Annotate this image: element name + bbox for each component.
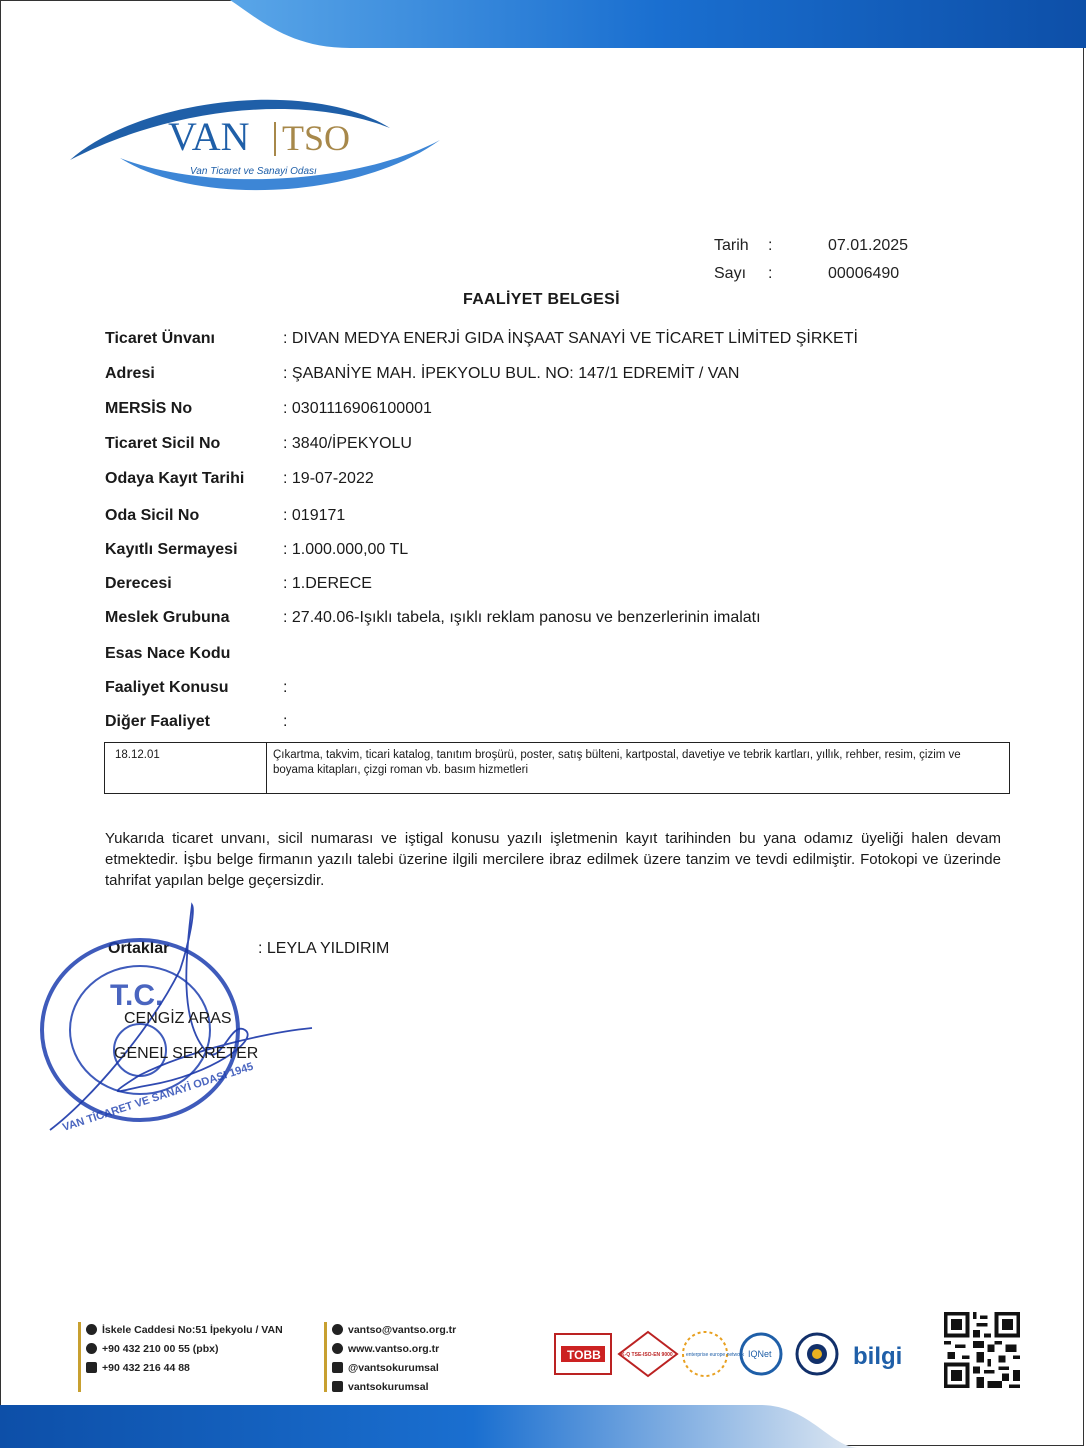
footer-accent-bar — [78, 1322, 81, 1392]
field-label: Adresi — [105, 365, 155, 382]
official-stamp — [30, 900, 320, 1170]
nace-table — [104, 742, 1010, 794]
nace-code: 18.12.01 — [105, 743, 267, 793]
field-value: : — [283, 679, 288, 696]
field-label: MERSİS No — [105, 400, 193, 417]
nace-description: Çıkartma, takvim, ticari katalog, tanıtım broşürü, poster, satış bülteni, kartpostal, davetiye ve tebrik kartları, yıllık, rehber, resim, çizim ve boyama kitapları, çizgi roman vb. basım hizmetleri — [273, 749, 961, 776]
iqnet-badge — [741, 1334, 781, 1374]
sayi-value: 00006490 — [828, 265, 900, 282]
instagram-icon — [332, 1381, 343, 1392]
field-value: : ŞABANİYE MAH. İPEKYOLU BUL. NO: 147/1 EDREMİT / VAN — [283, 365, 740, 382]
certification-badges — [553, 1322, 913, 1382]
field-label: Diğer Faaliyet — [105, 713, 210, 730]
phone-icon — [86, 1343, 97, 1354]
enterprise-europe-badge — [683, 1332, 745, 1376]
tobb-badge — [555, 1334, 611, 1374]
footer-instagram: vantsokurumsal — [332, 1377, 456, 1396]
field-value: : 0301116906100001 — [283, 400, 432, 417]
statement-paragraph: Yukarıda ticaret unvanı, sicil numarası ve iştigal konusu yazılı işletmenin kayıt tarihinden bu yana odamız üyeliği halen devam etmektedir. İşbu belge firmanın yazılı talebi üzerine ilgili mercilere ibraz edilmek üzere tanzim ve tevdi edilmiştir. Fotokopi ve üzerinde tahrifat yapılan belge geçersizdir. — [105, 830, 1001, 889]
logo-van: VAN — [168, 114, 250, 159]
ortaklar-value: : LEYLA YILDIRIM — [258, 940, 390, 957]
footer-address: İskele Caddesi No:51 İpekyolu / VAN — [86, 1320, 283, 1339]
tarih-label: Tarih — [714, 237, 749, 254]
quality-seal-badge — [797, 1334, 837, 1374]
top-blue-band — [230, 0, 1086, 48]
field-value: : 27.40.06-Işıklı tabela, ışıklı reklam panosu ve benzerlerinin imalatı — [283, 609, 761, 626]
stamp-top-text: T.C. — [110, 979, 164, 1012]
footer-fax: +90 432 216 44 88 — [86, 1358, 283, 1377]
footer-twitter: @vantsokurumsal — [332, 1358, 456, 1377]
stamp-ring-text: VAN TİCARET VE SANAYİ ODASI 1945 — [61, 1060, 255, 1134]
field-label: Faaliyet Konusu — [105, 679, 229, 696]
email-icon — [332, 1324, 343, 1335]
qr-code — [944, 1312, 1020, 1388]
field-label: Kayıtlı Sermayesi — [105, 541, 238, 558]
globe-icon — [332, 1343, 343, 1354]
ortaklar-label: Ortaklar — [108, 940, 170, 957]
vantso-logo — [60, 88, 450, 208]
field-value: : DIVAN MEDYA ENERJİ GIDA İNŞAAT SANAYİ VE TİCARET LİMİTED ŞİRKETİ — [283, 330, 858, 347]
field-label: Ticaret Sicil No — [105, 435, 221, 452]
document-title: FAALİYET BELGESİ — [463, 291, 620, 308]
field-label: Derecesi — [105, 575, 172, 592]
footer-accent-bar — [324, 1322, 327, 1392]
field-label: Esas Nace Kodu — [105, 645, 231, 662]
sayi-label: Sayı — [714, 265, 747, 282]
field-value: : 019171 — [283, 507, 346, 524]
footer-contact-left — [86, 1320, 283, 1377]
svg-text:TOBB: TOBB — [567, 1348, 601, 1362]
svg-text:enterprise europe network: enterprise europe network — [686, 1352, 745, 1358]
footer-web: www.vantso.org.tr — [332, 1339, 456, 1358]
tarih-value: 07.01.2025 — [828, 237, 909, 254]
field-label: Meslek Grubuna — [105, 609, 230, 626]
logo-tso: TSO — [282, 118, 351, 158]
footer-phone: +90 432 210 00 55 (pbx) — [86, 1339, 283, 1358]
bilgi-badge — [853, 1343, 902, 1370]
location-icon — [86, 1324, 97, 1335]
field-value: : 1.000.000,00 TL — [283, 541, 409, 558]
svg-text:IQNet: IQNet — [748, 1349, 772, 1359]
footer-email: vantso@vantso.org.tr — [332, 1320, 456, 1339]
svg-text:K-Q TSE-ISO-EN 9000: K-Q TSE-ISO-EN 9000 — [621, 1352, 673, 1358]
field-value: : — [283, 713, 288, 730]
fax-icon — [86, 1362, 97, 1373]
field-label: Odaya Kayıt Tarihi — [105, 470, 245, 487]
sayi-colon: : — [768, 265, 773, 282]
bottom-blue-band — [0, 1405, 1086, 1448]
logo-subtitle: Van Ticaret ve Sanayi Odası — [190, 166, 317, 177]
field-value: : 1.DERECE — [283, 575, 372, 592]
field-value: : 3840/İPEKYOLU — [283, 435, 412, 452]
signatory-title: GENEL SEKRETER — [114, 1045, 259, 1062]
field-value: : 19-07-2022 — [283, 470, 374, 487]
twitter-icon — [332, 1362, 343, 1373]
svg-text:bilgi: bilgi — [853, 1343, 903, 1370]
footer-contact-right — [332, 1320, 456, 1396]
tarih-colon: : — [768, 237, 773, 254]
kq-badge — [619, 1332, 677, 1376]
signatory-name: CENGİZ ARAS — [124, 1010, 232, 1027]
field-label: Ticaret Ünvanı — [105, 330, 215, 347]
field-label: Oda Sicil No — [105, 507, 200, 524]
